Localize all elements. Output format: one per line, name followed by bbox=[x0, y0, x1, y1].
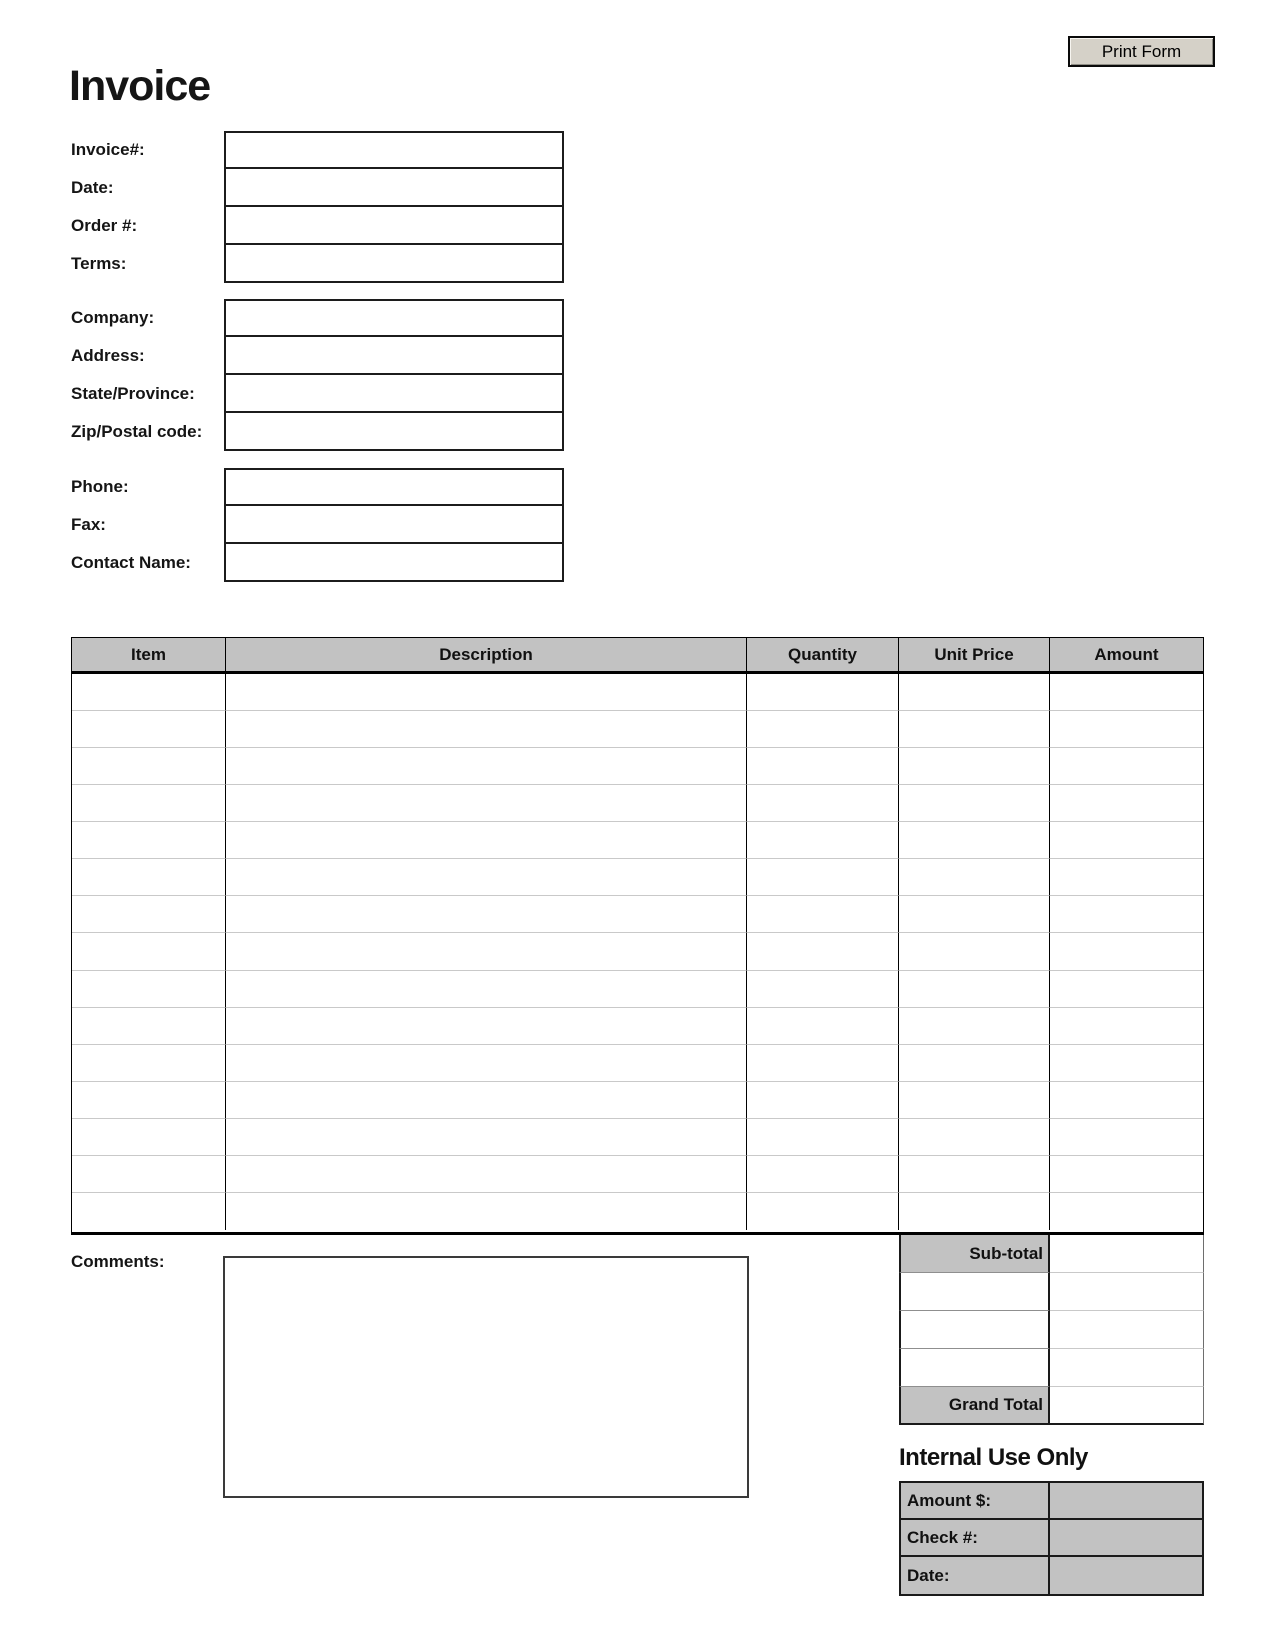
items-table-header bbox=[72, 638, 1203, 674]
unit-price-cell[interactable] bbox=[899, 1045, 1050, 1082]
quantity-cell[interactable] bbox=[747, 1193, 899, 1230]
quantity-cell[interactable] bbox=[747, 896, 899, 933]
company-label: Company: bbox=[71, 308, 155, 327]
description-cell[interactable] bbox=[226, 896, 747, 933]
amount-cell[interactable] bbox=[1050, 785, 1203, 822]
phone-field[interactable] bbox=[224, 468, 564, 506]
unit-price-cell[interactable] bbox=[899, 748, 1050, 785]
description-cell[interactable] bbox=[226, 822, 747, 859]
date-internal-row bbox=[901, 1557, 1202, 1594]
quantity-cell[interactable] bbox=[747, 1119, 899, 1156]
field-group-2 bbox=[71, 468, 565, 582]
amount-header: Amount bbox=[1094, 644, 1159, 664]
totals-section bbox=[899, 1235, 1204, 1425]
table-row bbox=[72, 1008, 1203, 1045]
quantity-cell[interactable] bbox=[747, 1156, 899, 1193]
unit-price-cell[interactable] bbox=[899, 1119, 1050, 1156]
address-row bbox=[71, 337, 565, 375]
page-title: Invoice bbox=[69, 62, 211, 110]
grand-total-label-cell: Grand Total bbox=[899, 1387, 1050, 1425]
date-row bbox=[71, 169, 565, 207]
item-cell[interactable] bbox=[72, 748, 226, 785]
table-row bbox=[72, 785, 1203, 822]
company-row bbox=[71, 299, 565, 337]
amount-cell[interactable] bbox=[1050, 711, 1203, 748]
quantity-cell[interactable] bbox=[747, 822, 899, 859]
amount-cell[interactable] bbox=[1050, 1193, 1203, 1230]
item-cell[interactable] bbox=[72, 1045, 226, 1082]
terms-field[interactable] bbox=[224, 243, 564, 283]
amount-internal-value-cell[interactable] bbox=[1050, 1483, 1202, 1518]
item-cell[interactable] bbox=[72, 1082, 226, 1119]
unit-price-cell[interactable] bbox=[899, 1156, 1050, 1193]
description-cell[interactable] bbox=[226, 674, 747, 711]
item-cell[interactable] bbox=[72, 896, 226, 933]
fax-field[interactable] bbox=[224, 504, 564, 544]
fax-row bbox=[71, 506, 565, 544]
quantity-cell[interactable] bbox=[747, 971, 899, 1008]
unit-price-cell[interactable] bbox=[899, 785, 1050, 822]
address-label: Address: bbox=[71, 346, 145, 365]
company-field[interactable] bbox=[224, 299, 564, 337]
unit-price-cell[interactable] bbox=[899, 822, 1050, 859]
item-cell[interactable] bbox=[72, 933, 226, 970]
sub-total-label-cell: Sub-total bbox=[899, 1235, 1050, 1273]
date-label: Date: bbox=[71, 178, 114, 197]
contact-name-row bbox=[71, 544, 565, 582]
quantity-cell[interactable] bbox=[747, 748, 899, 785]
phone-row bbox=[71, 468, 565, 506]
quantity-header: Quantity bbox=[747, 638, 899, 671]
amount-internal-row bbox=[901, 1483, 1202, 1520]
internal-use-table bbox=[899, 1481, 1204, 1596]
item-cell[interactable] bbox=[72, 1156, 226, 1193]
description-cell[interactable] bbox=[226, 1008, 747, 1045]
item-cell[interactable] bbox=[72, 971, 226, 1008]
table-row bbox=[72, 1082, 1203, 1119]
item-cell[interactable] bbox=[72, 1008, 226, 1045]
amount-cell[interactable] bbox=[1050, 1119, 1203, 1156]
table-row bbox=[72, 1193, 1203, 1230]
description-cell[interactable] bbox=[226, 1082, 747, 1119]
unit-price-cell[interactable] bbox=[899, 859, 1050, 896]
description-cell[interactable] bbox=[226, 1193, 747, 1230]
quantity-cell[interactable] bbox=[747, 1045, 899, 1082]
unit-price-cell[interactable] bbox=[899, 933, 1050, 970]
unit-price-cell[interactable] bbox=[899, 711, 1050, 748]
amount-cell[interactable] bbox=[1050, 1156, 1203, 1193]
items-table bbox=[71, 637, 1204, 1235]
date-internal-value-cell[interactable] bbox=[1050, 1557, 1202, 1594]
description-cell[interactable] bbox=[226, 933, 747, 970]
table-row bbox=[72, 822, 1203, 859]
item-cell[interactable] bbox=[72, 674, 226, 711]
totals-row bbox=[899, 1311, 1204, 1349]
zip-postal-code-field[interactable] bbox=[224, 411, 564, 451]
item-cell[interactable] bbox=[72, 1193, 226, 1230]
quantity-cell[interactable] bbox=[747, 785, 899, 822]
phone-label: Phone: bbox=[71, 477, 129, 496]
amount-cell[interactable] bbox=[1050, 1045, 1203, 1082]
description-cell[interactable] bbox=[226, 971, 747, 1008]
totals-amount-cell[interactable] bbox=[1050, 1311, 1204, 1349]
state-province-row bbox=[71, 375, 565, 413]
unit-price-cell[interactable] bbox=[899, 1082, 1050, 1119]
check-internal-label: Check #: bbox=[901, 1520, 1050, 1555]
description-cell[interactable] bbox=[226, 1156, 747, 1193]
check-internal-row bbox=[901, 1520, 1202, 1557]
totals-row bbox=[899, 1273, 1204, 1311]
unit-price-cell[interactable] bbox=[899, 896, 1050, 933]
grand-total-amount-cell[interactable] bbox=[1050, 1387, 1204, 1425]
print-form-button[interactable]: Print Form bbox=[1068, 36, 1215, 67]
invoice-field[interactable] bbox=[224, 131, 564, 169]
quantity-cell[interactable] bbox=[747, 1008, 899, 1045]
unit-price-cell[interactable] bbox=[899, 971, 1050, 1008]
contact-name-field[interactable] bbox=[224, 542, 564, 582]
invoice-label: Invoice#: bbox=[71, 140, 145, 159]
totals-label-cell bbox=[899, 1311, 1050, 1349]
description-cell[interactable] bbox=[226, 748, 747, 785]
description-cell[interactable] bbox=[226, 1045, 747, 1082]
description-cell[interactable] bbox=[226, 711, 747, 748]
state-province-field[interactable] bbox=[224, 373, 564, 413]
item-cell[interactable] bbox=[72, 859, 226, 896]
table-row bbox=[72, 933, 1203, 970]
description-cell[interactable] bbox=[226, 859, 747, 896]
description-cell[interactable] bbox=[226, 785, 747, 822]
table-row bbox=[72, 971, 1203, 1008]
state-province-label: State/Province: bbox=[71, 384, 195, 403]
table-row bbox=[72, 1156, 1203, 1193]
table-row bbox=[72, 896, 1203, 933]
item-cell[interactable] bbox=[72, 785, 226, 822]
totals-label-cell bbox=[899, 1349, 1050, 1387]
terms-row bbox=[71, 245, 565, 283]
totals-label-cell bbox=[899, 1273, 1050, 1311]
item-header: Item bbox=[72, 638, 226, 671]
amount-cell[interactable] bbox=[1050, 748, 1203, 785]
quantity-cell[interactable] bbox=[747, 674, 899, 711]
zip-postal-code-row bbox=[71, 413, 565, 451]
sub-total-amount-cell[interactable] bbox=[1050, 1235, 1204, 1273]
fax-label: Fax: bbox=[71, 515, 106, 534]
amount-cell[interactable] bbox=[1050, 674, 1203, 711]
amount-cell[interactable] bbox=[1050, 896, 1203, 933]
totals-amount-cell[interactable] bbox=[1050, 1273, 1204, 1311]
quantity-cell[interactable] bbox=[747, 859, 899, 896]
order-field[interactable] bbox=[224, 205, 564, 245]
amount-cell[interactable] bbox=[1050, 933, 1203, 970]
field-group-0 bbox=[71, 131, 565, 283]
item-cell[interactable] bbox=[72, 711, 226, 748]
quantity-cell[interactable] bbox=[747, 933, 899, 970]
date-field[interactable] bbox=[224, 167, 564, 207]
contact-name-label: Contact Name: bbox=[71, 553, 191, 572]
table-row bbox=[72, 859, 1203, 896]
item-cell[interactable] bbox=[72, 822, 226, 859]
description-header: Description bbox=[226, 638, 747, 671]
amount-internal-label: Amount $: bbox=[901, 1483, 1050, 1518]
amount-cell[interactable] bbox=[1050, 822, 1203, 859]
grand-total-row bbox=[899, 1387, 1204, 1425]
comments-input[interactable] bbox=[223, 1256, 749, 1498]
item-cell[interactable] bbox=[72, 1119, 226, 1156]
table-row bbox=[72, 1045, 1203, 1082]
internal-use-heading: Internal Use Only bbox=[899, 1444, 1088, 1471]
address-field[interactable] bbox=[224, 335, 564, 375]
totals-amount-cell[interactable] bbox=[1050, 1349, 1204, 1387]
table-row bbox=[72, 1119, 1203, 1156]
field-group-1 bbox=[71, 299, 565, 451]
date-internal-label: Date: bbox=[901, 1557, 1050, 1594]
order-row bbox=[71, 207, 565, 245]
quantity-cell[interactable] bbox=[747, 711, 899, 748]
table-row bbox=[72, 674, 1203, 711]
unit-price-cell[interactable] bbox=[899, 674, 1050, 711]
totals-row bbox=[899, 1349, 1204, 1387]
check-internal-value-cell[interactable] bbox=[1050, 1520, 1202, 1555]
description-cell[interactable] bbox=[226, 1119, 747, 1156]
amount-cell[interactable] bbox=[1050, 859, 1203, 896]
amount-cell[interactable] bbox=[1050, 1082, 1203, 1119]
sub-total-row bbox=[899, 1235, 1204, 1273]
unit-price-header: Unit Price bbox=[899, 638, 1050, 671]
unit-price-cell[interactable] bbox=[899, 1008, 1050, 1045]
zip-postal-code-label: Zip/Postal code: bbox=[71, 422, 203, 441]
unit-price-cell[interactable] bbox=[899, 1193, 1050, 1230]
amount-cell[interactable] bbox=[1050, 1008, 1203, 1045]
terms-label: Terms: bbox=[71, 254, 127, 273]
quantity-cell[interactable] bbox=[747, 1082, 899, 1119]
invoice-row bbox=[71, 131, 565, 169]
order-label: Order #: bbox=[71, 216, 138, 235]
table-row bbox=[72, 748, 1203, 785]
comments-label: Comments: bbox=[71, 1252, 165, 1271]
amount-cell[interactable] bbox=[1050, 971, 1203, 1008]
items-table-body bbox=[72, 674, 1203, 1230]
table-row bbox=[72, 711, 1203, 748]
